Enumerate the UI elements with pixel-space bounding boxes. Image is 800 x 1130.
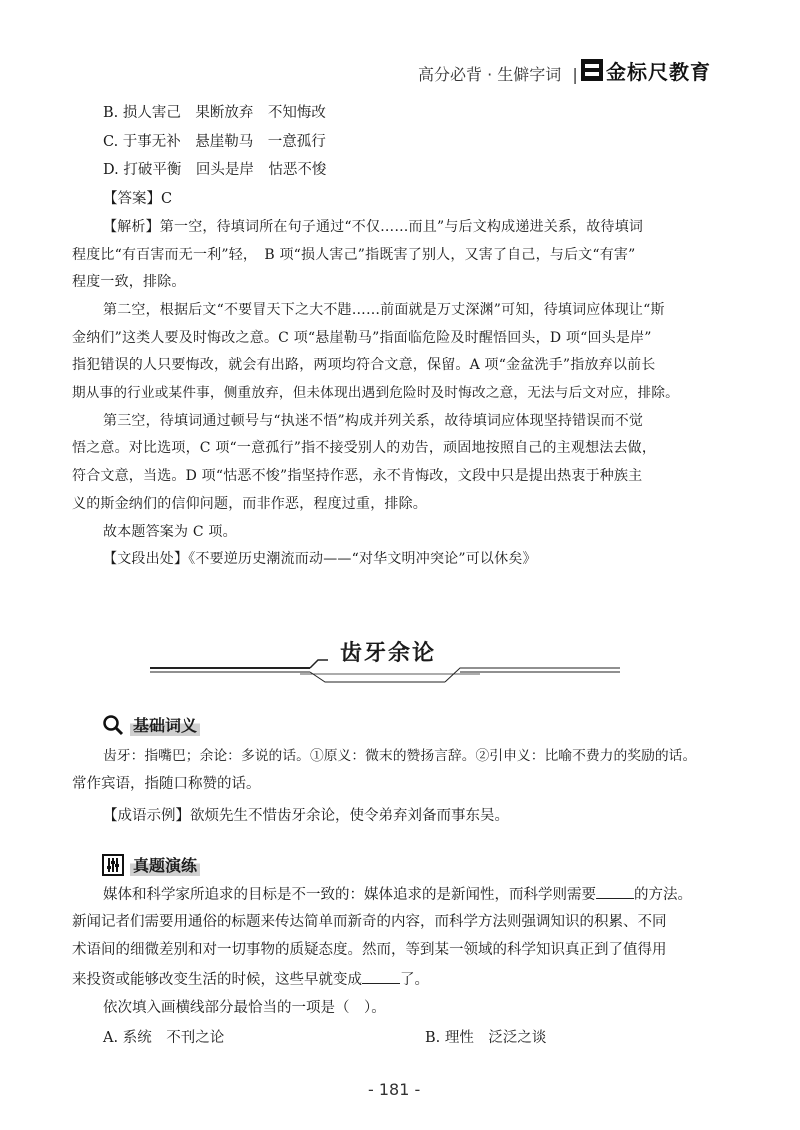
basic-meaning-line: 齿牙：指嘴巴；余论：多说的话。①原义：微末的赞扬言辞。②引申义：比喻不费力的奖励的话。 xyxy=(103,748,697,764)
header-series-text: 高分必背 · 生僻字词 xyxy=(418,65,562,84)
conclusion-line: 故本题答案为 C 项。 xyxy=(103,524,237,540)
analysis-line: 指犯错误的人只要悔改，就会有出路，两项均符合文意，保留。A 项“金盆洗手”指放弃以前长 xyxy=(72,357,656,373)
answer-line: 【答案】C xyxy=(103,191,173,207)
analysis-line: 程度比“有百害而无一利”轻， B 项“损人害己”指既害了别人，又害了自己，与后文“有害” xyxy=(72,247,636,263)
analysis-line: 符合文意，当选。D 项“怙恶不悛”指坚持作恶，永不肯悔改，文段中只是提出热衷于种族主 xyxy=(72,468,643,484)
practice-text: 来投资或能够改变生活的时候，这些早就变成 xyxy=(72,972,362,988)
option-b: B. 理性 泛泛之谈 xyxy=(425,1030,547,1046)
analysis-line: 悟之意。对比选项，C 项“一意孤行”指不接受别人的劝告，顽固地按照自己的主观想法去做， xyxy=(72,440,657,456)
practice-label: 真题演练 xyxy=(130,853,200,876)
practice-line-3: 术语间的细微差别和对一切事物的质疑态度。然而，等到某一领域的科学知识真正到了值得用 xyxy=(72,942,667,958)
equalizer-icon xyxy=(102,854,124,876)
analysis-line: 第三空，待填词通过顿号与“执迷不悟”构成并列关系，故待填词应体现坚持错误而不觉 xyxy=(103,413,644,429)
option-d-prev: D. 打破平衡 回头是岸 怙恶不悛 xyxy=(103,162,327,178)
option-b-prev: B. 损人害己 果断放弃 不知悔改 xyxy=(103,105,326,121)
analysis-line: 义的斯金纳们的信仰问题，而非作恶，程度过重，排除。 xyxy=(72,496,427,512)
analysis-line: 第二空，根据后文“不要冒天下之大不韪……前面就是万丈深渊”可知，待填词应体现让“斯 xyxy=(103,302,665,318)
idiom-title: 齿牙余论 xyxy=(340,640,437,666)
source-line: 【文段出处】《不要逆历史潮流而动——“对华文明冲突论”可以休矣》 xyxy=(103,551,537,567)
magnifier-icon xyxy=(102,714,124,736)
practice-text: 了。 xyxy=(400,972,429,988)
analysis-line: 期从事的行业或某件事，侧重放弃，但未体现出遇到危险时及时悔改之意，无法与后文对应，排除。 xyxy=(72,385,679,401)
practice-line-2: 新闻记者们需要用通俗的标题来传达简单而新奇的内容，而科学方法则强调知识的积累、不同 xyxy=(72,914,667,930)
practice-question: 依次填入画横线部分最恰当的一项是（ ）。 xyxy=(103,1000,386,1016)
option-c-prev: C. 于事无补 悬崖勒马 一意孤行 xyxy=(103,134,326,150)
basic-meaning-line: 常作宾语，指随口称赞的话。 xyxy=(72,776,261,792)
practice-line-4 xyxy=(72,969,429,990)
analysis-line: 金纳们”这类人要及时悔改之意。C 项“悬崖勒马”指面临危险及时醒悟回头，D 项“回头是岸” xyxy=(72,330,652,346)
brand-logo xyxy=(581,57,711,83)
idiom-example: 【成语示例】欲烦先生不惜齿牙余论，使令弟弃刘备而事东吴。 xyxy=(103,808,509,824)
practice-text: 的方法。 xyxy=(634,887,692,903)
header-series xyxy=(418,62,578,85)
fill-blank-1 xyxy=(596,884,634,899)
analysis-line: 程度一致，排除。 xyxy=(72,274,186,290)
analysis-line: 【解析】第一空，待填词所在句子通过“不仅……而且”与后文构成递进关系，故待填词 xyxy=(103,219,644,235)
practice-heading xyxy=(102,853,200,876)
option-a: A. 系统 不刊之论 xyxy=(103,1030,225,1046)
basic-meaning-heading xyxy=(102,713,200,736)
fill-blank-2 xyxy=(362,969,400,984)
brand-logo-icon xyxy=(581,59,603,81)
page-number: - 181 - xyxy=(368,1080,421,1099)
basic-meaning-label: 基础词义 xyxy=(130,713,200,736)
idiom-title-banner xyxy=(150,630,620,690)
practice-text: 媒体和科学家所追求的目标是不一致的：媒体追求的是新闻性，而科学则需要 xyxy=(103,887,596,903)
header-separator: | xyxy=(572,65,578,84)
practice-line-1 xyxy=(103,884,692,905)
brand-name: 金标尺教育 xyxy=(606,59,711,84)
